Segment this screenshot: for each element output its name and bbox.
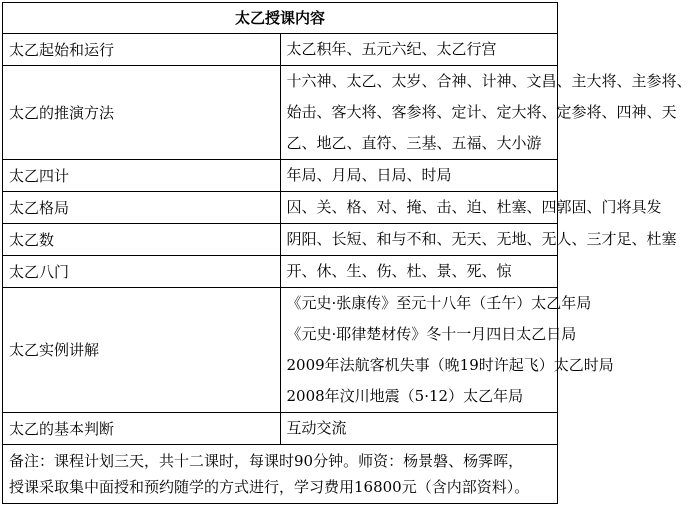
content-line: 年局、月局、日局、时局: [286, 166, 452, 184]
content-line: 开、休、生、伤、杜、景、死、惊: [286, 262, 512, 280]
row-label: 太乙八门: [3, 256, 281, 288]
row-content: [280, 288, 614, 413]
content-line: 十六神、太乙、太岁、合神、计神、文昌、主大将、主参将、: [286, 72, 692, 90]
content-line: 阴阳、长短、和与不和、无天、无地、无人、三才足、杜塞: [286, 230, 677, 248]
course-content-table: [2, 2, 692, 504]
table-title: 太乙授课内容: [3, 3, 558, 34]
row-content: [280, 66, 692, 160]
note-line: 备注：课程计划三天，共十二课时，每课时90分钟。师资：杨景磐、杨霁晖，: [9, 452, 524, 470]
table-row: [3, 256, 558, 288]
table-row: [3, 192, 558, 224]
content-line: 《元史·张康传》至元十八年（壬午）太乙年局: [286, 294, 592, 312]
content-line: 互动交流: [286, 419, 347, 437]
table-row: [3, 160, 558, 192]
row-label: 太乙数: [3, 224, 281, 256]
table-row: [3, 34, 558, 66]
row-label: 太乙实例讲解: [3, 288, 281, 413]
row-label: 太乙格局: [3, 192, 281, 224]
row-content: [280, 160, 558, 192]
content-line: 2008年汶川地震（5·12）太乙年局: [286, 387, 524, 405]
note-line: 授课采取集中面授和预约随学的方式进行，学习费用16800元（含内部资料）。: [9, 478, 530, 496]
row-content: [280, 34, 558, 66]
content-line: 囚、关、格、对、掩、击、迫、杜塞、四郭固、门将具发: [286, 198, 662, 216]
note-row: [3, 445, 558, 504]
table-row: [3, 224, 558, 256]
row-label: 太乙起始和运行: [3, 34, 281, 66]
content-line: 《元史·耶律楚材传》冬十一月四日太乙日局: [286, 325, 577, 343]
table-row: [3, 288, 558, 413]
row-content: [280, 192, 662, 224]
table-row: [3, 413, 558, 445]
row-label: 太乙四计: [3, 160, 281, 192]
row-content: [280, 224, 677, 256]
note-cell: [3, 445, 558, 504]
row-content: [280, 256, 558, 288]
content-line: 乙、地乙、直符、三基、五福、大小游: [286, 134, 542, 152]
content-line: 始击、客大将、客参将、定计、定大将、定参将、四神、天: [286, 103, 677, 121]
table-title-row: [3, 3, 558, 34]
row-content: [280, 413, 558, 445]
row-label: 太乙的基本判断: [3, 413, 281, 445]
content-line: 太乙积年、五元六纪、太乙行宫: [286, 40, 497, 58]
table-row: [3, 66, 558, 160]
row-label: 太乙的推演方法: [3, 66, 281, 160]
content-line: 2009年法航客机失事（晚19时许起飞）太乙时局: [286, 356, 614, 374]
